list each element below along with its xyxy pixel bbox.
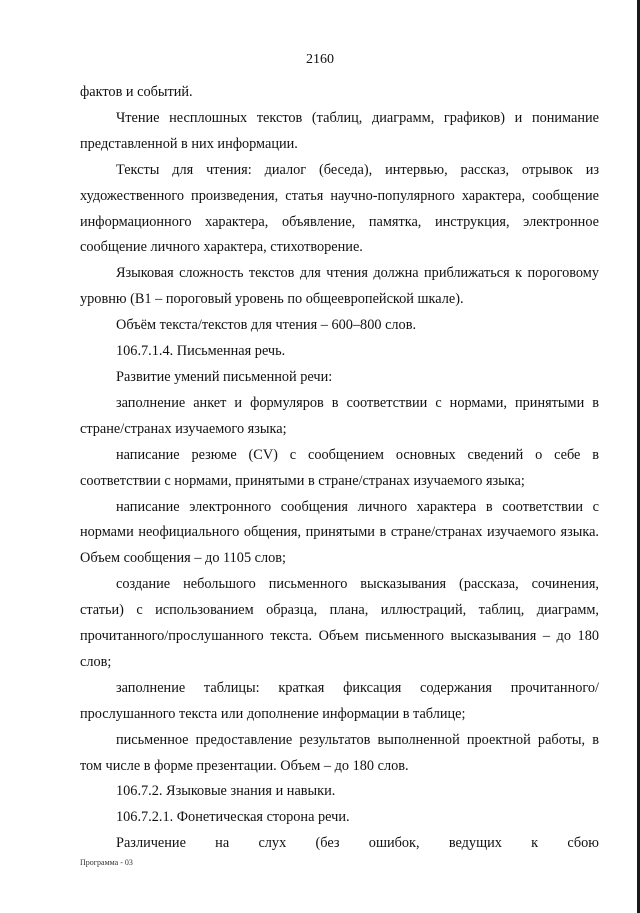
section-heading: 106.7.1.4. Письменная речь. — [116, 343, 286, 360]
list-item: написание электронного сообщения личного характера в соответствии с нормами неофициального общения, принятыми в стране/странах изучаемого языка. Объем сообщения – до 1105 слов; — [80, 498, 599, 567]
paragraph: фактов и событий. — [80, 84, 193, 100]
paragraph: Чтение несплошных текстов (таблиц, диаграмм, графиков) и понимание представленной в них информации. — [80, 109, 599, 152]
section-heading: 106.7.2.1. Фонетическая сторона речи. — [116, 809, 350, 826]
list-item: заполнение таблицы: краткая фиксация содержания прочитанного/ прослушанного текста или дополнение информации в таблице; — [80, 679, 599, 722]
list-item: создание небольшого письменного высказывания (рассказа, сочинения, статьи) с использованием образца, плана, иллюстраций, таблиц, диаграмм, прочитанного/прослушанного текста. Объем письменного высказывания – до 180 слов; — [80, 576, 599, 670]
paragraph: Тексты для чтения: диалог (беседа), интервью, рассказ, отрывок из художественного произведения, статья научно-популярного характера, сообщение информационного характера, объявление, памятка, инструкция, электронное сообщение личного характера, стихотворение. — [80, 161, 599, 256]
paragraph: Развитие умений письменной речи: — [116, 368, 333, 385]
paragraph: Различение на слух (без ошибок, ведущих к сбою — [116, 835, 599, 852]
list-item: написание резюме (CV) с сообщением основных сведений о себе в соответствии с нормами, принятыми в стране/странах изучаемого языка; — [80, 446, 599, 489]
page-number: 2160 — [306, 52, 334, 67]
section-heading: 106.7.2. Языковые знания и навыки. — [116, 783, 336, 800]
document-body — [80, 80, 599, 857]
footer-note: Программа - 03 — [80, 858, 133, 867]
paragraph: Языковая сложность текстов для чтения должна приближаться к пороговому уровню (B1 – пороговый уровень по общеевропейской шкале). — [80, 265, 599, 308]
list-item: письменное предоставление результатов выполненной проектной работы, в том числе в форме презентации. Объем – до 180 слов. — [80, 731, 599, 774]
paragraph: Объём текста/текстов для чтения – 600–800 слов. — [116, 317, 417, 334]
list-item: заполнение анкет и формуляров в соответствии с нормами, принятыми в стране/странах изучаемого языка; — [80, 394, 599, 437]
